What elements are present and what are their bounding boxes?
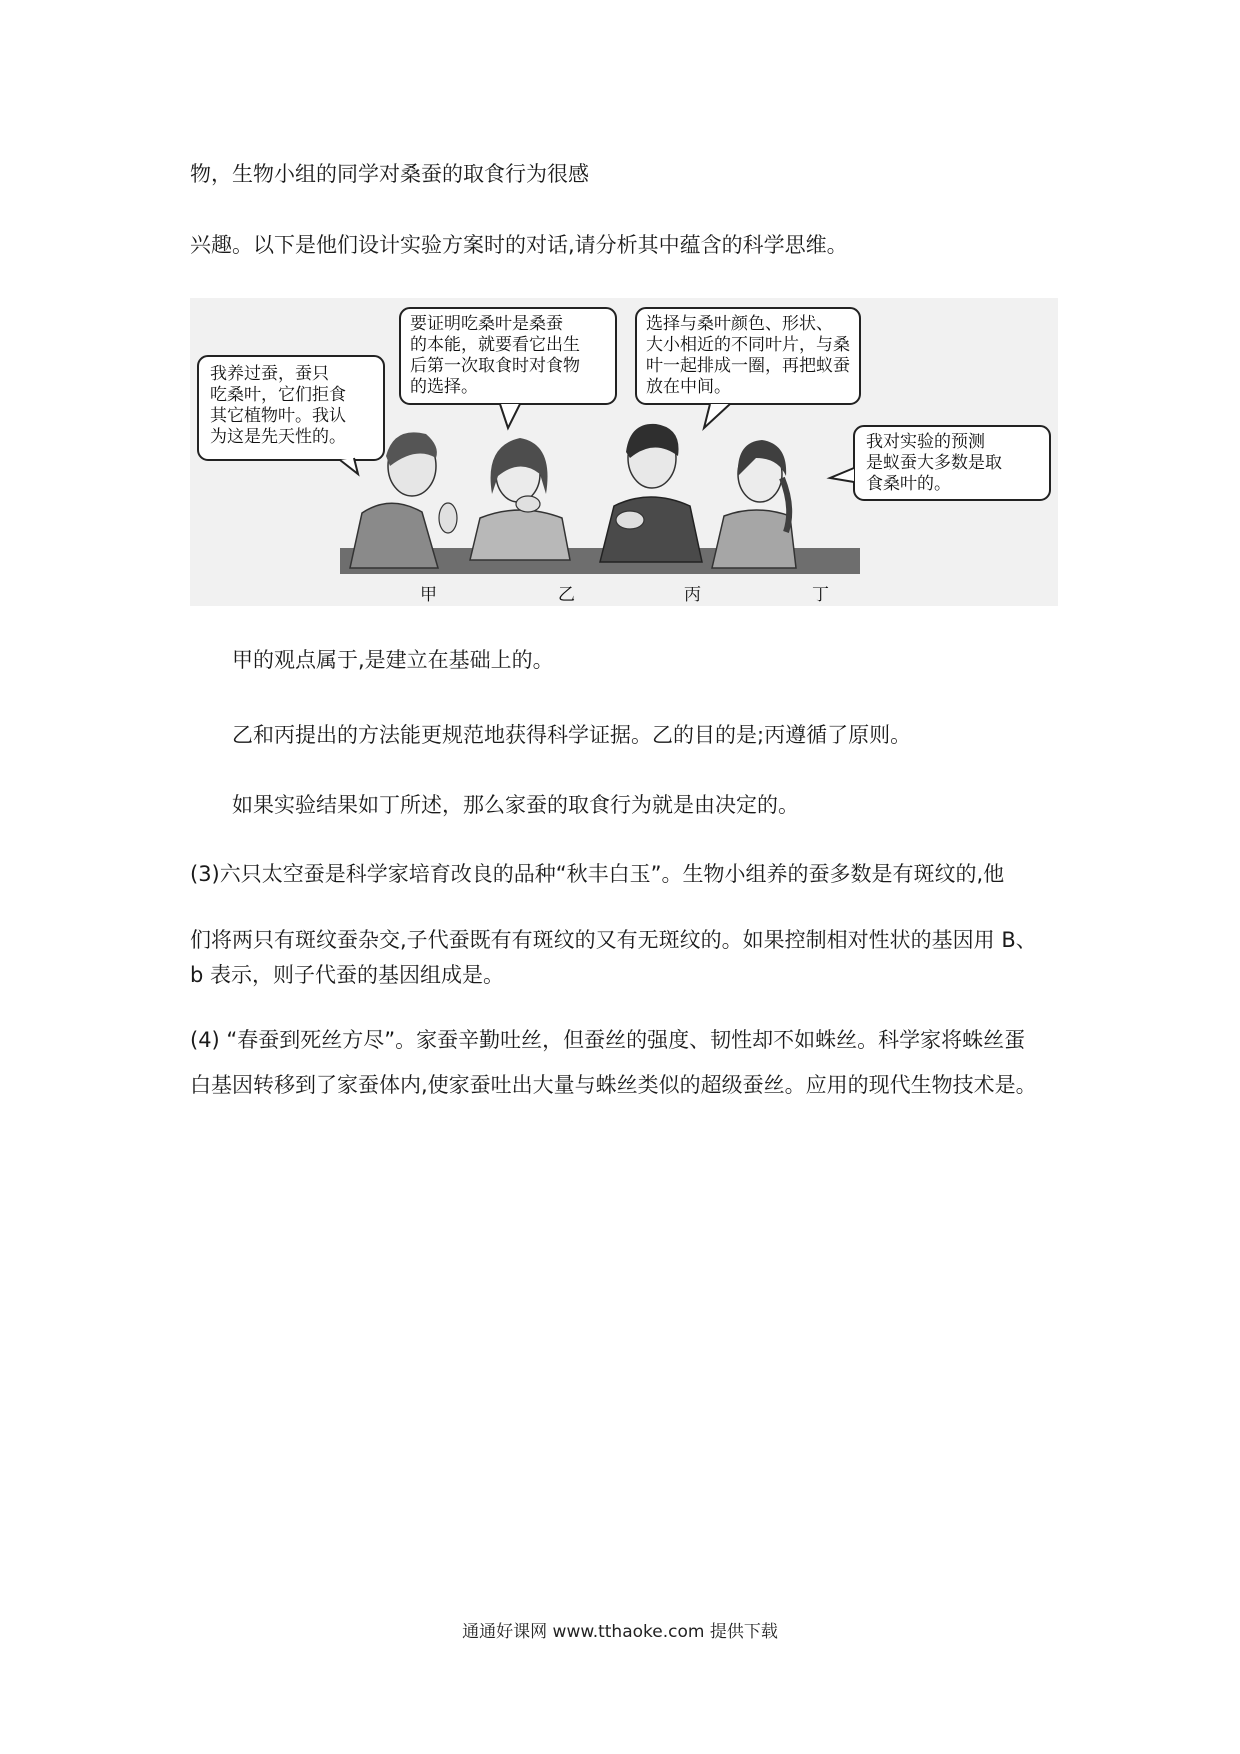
bubble-yi-line: 的本能，就要看它出生 [410, 335, 580, 355]
label-jia: 甲 [420, 585, 437, 605]
part3-line-2: 们将两只有斑纹蚕杂交,子代蚕既有有斑纹的又有无斑纹的。如果控制相对性状的基因用 B、 [190, 928, 1037, 952]
question-3: 如果实验结果如丁所述，那么家蚕的取食行为就是由决定的。 [232, 793, 799, 817]
bubble-ding-line: 食桑叶的。 [866, 474, 951, 494]
bubble-text-jia [210, 364, 346, 448]
bubble-text-yi [410, 314, 580, 398]
bubble-ding-line: 我对实验的预测 [866, 432, 985, 452]
bubble-jia-tail [340, 458, 358, 474]
bubble-jia-line: 吃桑叶，它们拒食 [210, 385, 346, 405]
person-ding [712, 440, 796, 568]
footer-source: 通通好课网 www.tthaoke.com 提供下载 [462, 1622, 778, 1642]
question-2: 乙和丙提出的方法能更规范地获得科学证据。乙的目的是;丙遵循了原则。 [232, 723, 912, 747]
bubble-yi-tail [500, 404, 520, 428]
bubble-bing-line: 大小相近的不同叶片，与桑 [646, 335, 850, 355]
person-yi [470, 438, 570, 560]
bubble-jia-line: 其它植物叶。我认 [210, 406, 346, 426]
intro-line-2: 兴趣。以下是他们设计实验方案时的对话,请分析其中蕴含的科学思维。 [190, 233, 848, 257]
bubble-bing-tail [704, 404, 730, 428]
bubble-text-ding [866, 432, 1002, 495]
label-bing: 丙 [684, 585, 701, 605]
part3-line-3: b 表示，则子代蚕的基因组成是。 [190, 963, 505, 987]
bubble-ding-line: 是蚁蚕大多数是取 [866, 453, 1002, 473]
question-1: 甲的观点属于,是建立在基础上的。 [232, 648, 554, 672]
dialogue-illustration [190, 298, 1058, 606]
bubble-yi-line: 后第一次取食时对食物 [410, 356, 580, 376]
intro-line-1: 物，生物小组的同学对桑蚕的取食行为很感 [190, 162, 589, 186]
part4-line-2: 白基因转移到了家蚕体内,使家蚕吐出大量与蛛丝类似的超级蚕丝。应用的现代生物技术是。 [190, 1073, 1037, 1097]
bubble-yi-line: 的选择。 [410, 377, 478, 397]
part4-line-1: (4) “春蚕到死丝方尽”。家蚕辛勤吐丝，但蚕丝的强度、韧性却不如蛛丝。科学家将蛛丝蛋 [190, 1028, 1026, 1052]
bubble-jia-line: 为这是先天性的。 [210, 427, 346, 447]
bubble-bing-line: 选择与桑叶颜色、形状、 [646, 314, 833, 334]
bubble-jia-line: 我养过蚕，蚕只 [210, 364, 329, 384]
bubble-bing-line: 放在中间。 [646, 377, 731, 397]
label-yi: 乙 [558, 585, 575, 605]
bubble-yi-line: 要证明吃桑叶是桑蚕 [410, 314, 563, 334]
bubble-bing-line: 叶一起排成一圈，再把蚁蚕 [646, 356, 850, 376]
label-ding: 丁 [812, 585, 829, 605]
person-bing [600, 424, 702, 562]
bubble-text-bing [646, 314, 850, 398]
bubble-ding-tail [830, 468, 854, 482]
part3-line-1: (3)六只太空蚕是科学家培育改良的品种“秋丰白玉”。生物小组养的蚕多数是有斑纹的,他 [190, 862, 1005, 886]
